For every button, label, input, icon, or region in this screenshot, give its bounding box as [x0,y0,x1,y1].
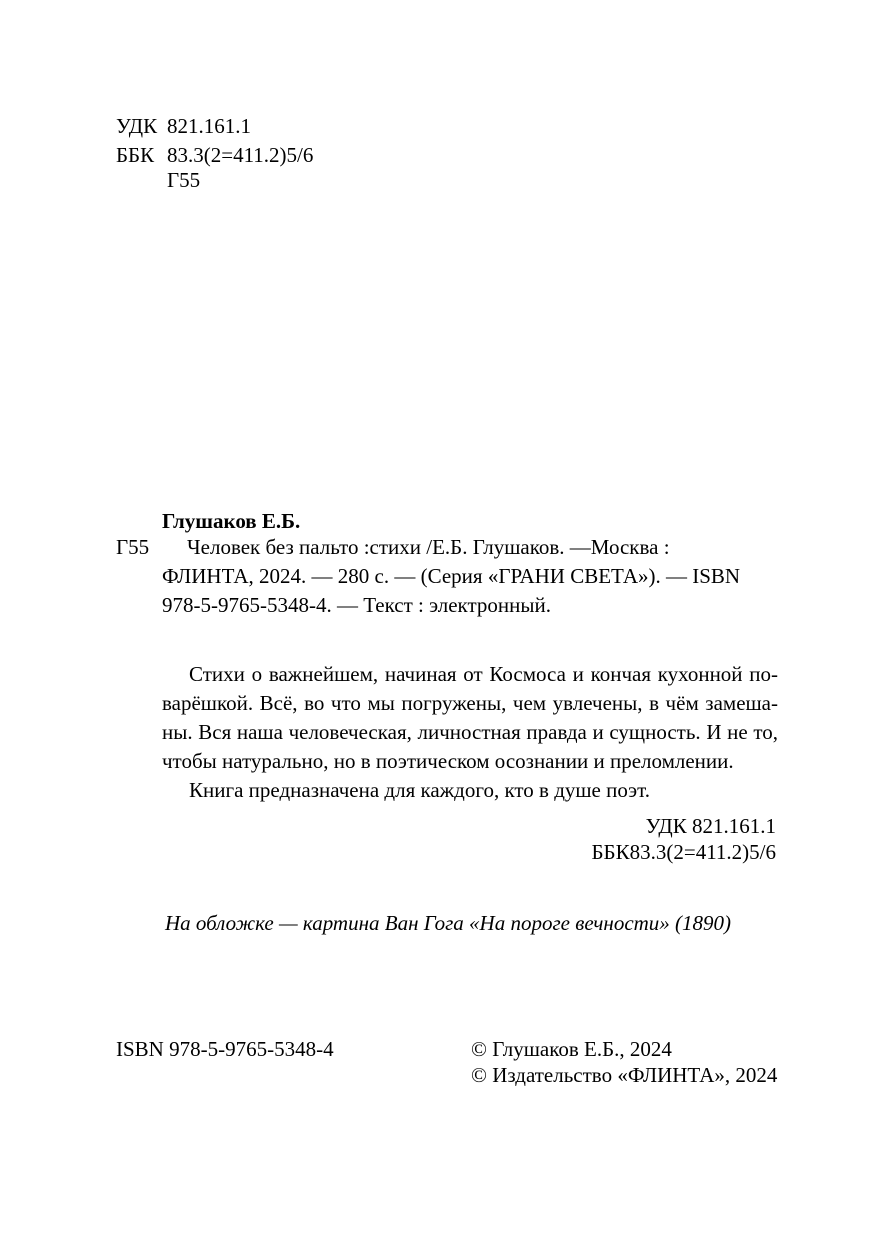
author-sign-top: Г55 [167,168,201,192]
copyright-publisher: © Издательство «ФЛИНТА», 2024 [471,1063,778,1087]
bbk-label: ББК [116,143,155,167]
annotation-line: чтобы натурально, но в поэтическом осознании и преломлении. [162,749,734,773]
cover-note: На обложке — картина Ван Гога «На пороге вечности» (1890) [165,911,732,935]
bbk-value: 83.3(2=411.2)5/6 [167,143,314,167]
udk-right: УДК 821.161.1 [645,814,776,838]
record-author: Глушаков Е.Б. [162,509,301,533]
udk-value: 821.161.1 [167,114,251,138]
biblio-line: 978-5-9765-5348-4. — Текст : электронный. [162,593,551,617]
bbk-right: ББК83.3(2=411.2)5/6 [591,840,776,864]
annotation [162,660,778,805]
annotation-line: Книга предназначена для каждого, кто в душе поэт. [189,778,650,802]
annotation-line: ны. Вся наша человеческая, личностная правда и сущность. И не то, [162,720,778,744]
biblio-line: ФЛИНТА, 2024. — 280 с. — (Серия «ГРАНИ СВЕТА»). — ISBN [162,564,741,588]
udk-label: УДК [116,114,158,138]
bibliographic-description [162,533,778,620]
record-author-sign: Г55 [116,535,150,559]
annotation-line: варёшкой. Всё, во что мы погружены, чем увлечены, в чём замеша- [162,691,778,715]
isbn: ISBN 978-5-9765-5348-4 [116,1037,334,1061]
udk-top [116,112,251,141]
biblio-line: Человек без пальто :стихи /Е.Б. Глушаков. —Москва : [187,535,670,559]
copyright-author: © Глушаков Е.Б., 2024 [471,1037,672,1061]
annotation-line: Стихи о важнейшем, начиная от Космоса и кончая кухонной по- [189,662,778,686]
bbk-top [116,141,313,170]
